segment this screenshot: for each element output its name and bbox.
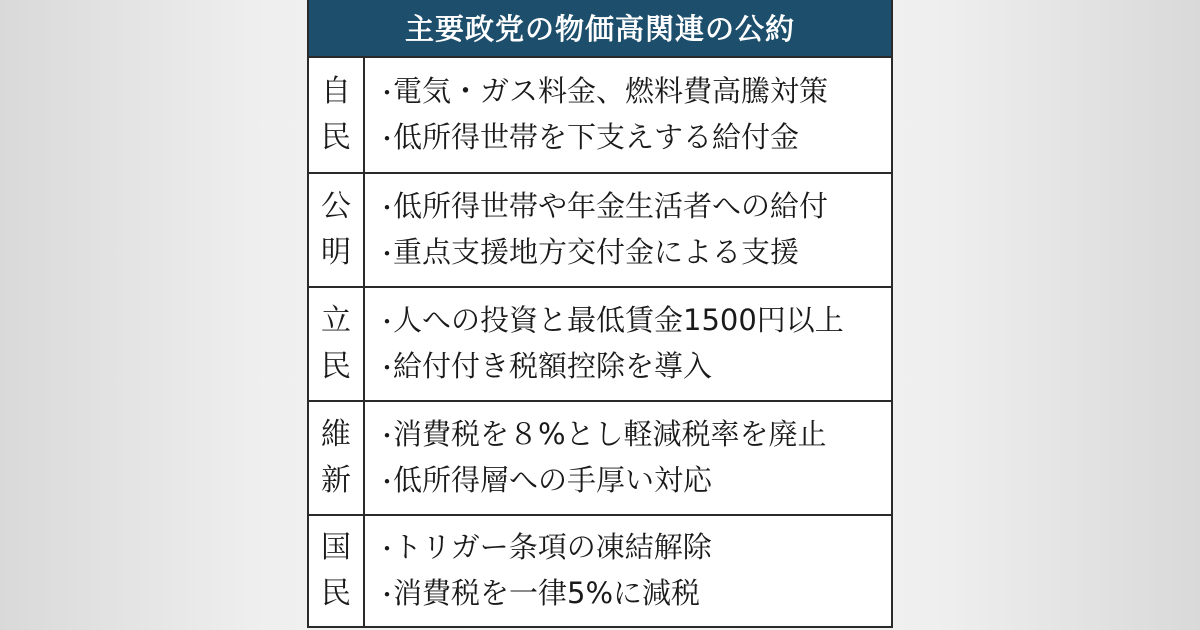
bullet-mark: ・ xyxy=(375,125,399,153)
party-name-char: 民 xyxy=(321,120,351,155)
policy-list xyxy=(375,174,885,286)
policy-item xyxy=(375,184,885,230)
party-name xyxy=(309,402,365,514)
policy-item xyxy=(375,69,885,115)
policy-text: 消費税を８%とし軽減税率を廃止 xyxy=(393,417,827,451)
party-pledges-table xyxy=(307,0,893,628)
bullet-mark: ・ xyxy=(375,354,399,382)
party-row-rikken xyxy=(309,286,891,400)
party-name-char: 民 xyxy=(321,349,351,384)
policy-item xyxy=(375,230,885,276)
policy-list xyxy=(375,58,885,172)
party-name-char: 公 xyxy=(321,189,351,224)
policy-list xyxy=(375,288,885,400)
table-title: 主要政党の物価高関連の公約 xyxy=(309,0,891,58)
policy-text: トリガー条項の凍結解除 xyxy=(393,530,712,564)
policy-item xyxy=(375,525,885,571)
party-name-char: 維 xyxy=(321,417,351,452)
party-row-kokumin xyxy=(309,514,891,626)
policy-text: 低所得層への手厚い対応 xyxy=(393,463,713,497)
bullet-mark: ・ xyxy=(375,79,399,107)
policy-text: 電気・ガス料金、燃料費高騰対策 xyxy=(393,74,829,108)
policy-text: 給付付き税額控除を導入 xyxy=(393,349,713,383)
policy-text: 重点支援地方交付金による支援 xyxy=(393,235,800,269)
party-name-char: 国 xyxy=(321,530,351,565)
party-name xyxy=(309,288,365,400)
party-name-char: 新 xyxy=(321,463,351,498)
bullet-mark: ・ xyxy=(375,468,399,496)
party-name xyxy=(309,58,365,172)
bullet-mark: ・ xyxy=(375,308,399,336)
party-name-char: 立 xyxy=(321,303,351,338)
party-name-char: 明 xyxy=(321,235,351,270)
policy-item xyxy=(375,115,885,161)
policy-item xyxy=(375,298,885,344)
bullet-mark: ・ xyxy=(375,422,399,450)
policy-item xyxy=(375,458,885,504)
bullet-mark: ・ xyxy=(375,535,399,563)
party-name-char: 民 xyxy=(321,576,351,611)
policy-item xyxy=(375,571,885,617)
policy-text: 人への投資と最低賃金1500円以上 xyxy=(393,303,844,337)
bullet-mark: ・ xyxy=(375,581,399,609)
bullet-mark: ・ xyxy=(375,240,399,268)
policy-list xyxy=(375,516,885,626)
policy-text: 低所得世帯を下支えする給付金 xyxy=(393,120,800,154)
policy-item xyxy=(375,412,885,458)
policy-text: 消費税を一律5%に減税 xyxy=(393,576,701,610)
bullet-mark: ・ xyxy=(375,194,399,222)
party-name xyxy=(309,516,365,626)
party-name xyxy=(309,174,365,286)
policy-text: 低所得世帯や年金生活者への給付 xyxy=(393,189,829,223)
party-name-char: 自 xyxy=(321,74,351,109)
policy-list xyxy=(375,402,885,514)
party-row-jimin xyxy=(309,58,891,172)
party-row-komei xyxy=(309,172,891,286)
party-row-ishin xyxy=(309,400,891,514)
policy-item xyxy=(375,344,885,390)
